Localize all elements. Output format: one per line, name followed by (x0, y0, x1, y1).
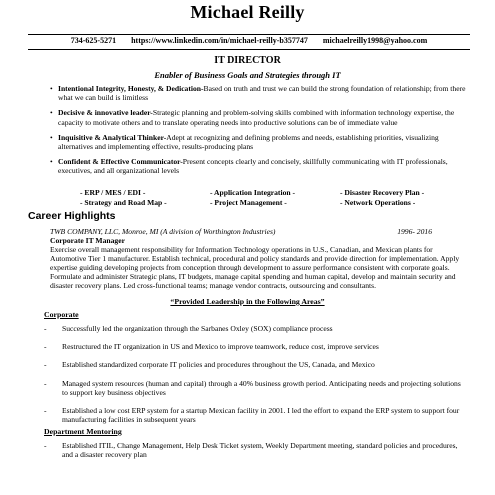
tagline: Enabler of Business Goals and Strategies through IT (154, 70, 341, 80)
candidate-name: Michael Reilly (190, 2, 305, 22)
department-heading: Department Mentoring (44, 427, 122, 436)
list-item (44, 342, 464, 351)
skills-row (80, 188, 470, 198)
list-item-text: Established standardized corporate IT policies and procedures throughout the US, Canada, and Mexico (62, 360, 375, 370)
bullet-dot-icon: • (50, 132, 53, 142)
list-item (44, 406, 464, 424)
skill-item: - Network Operations - (340, 197, 416, 207)
skill-item: - Project Management - (210, 197, 287, 207)
list-item-text: Managed system resources (human and capital) through a 40% business growth period. Anticipating needs and projecting solutions to support key business objectives (62, 378, 461, 397)
contact-line (28, 36, 470, 45)
leadership-heading: “Provided Leadership in the Following Areas” (170, 297, 325, 306)
quality-item (50, 84, 470, 103)
quality-item (50, 108, 470, 127)
skills-row (80, 198, 470, 208)
list-item (44, 360, 464, 369)
role-title: IT DIRECTOR (214, 55, 281, 66)
bullet-dot-icon: • (50, 108, 53, 118)
quality-title: Inquisitive & Analytical Thinker- (58, 132, 167, 142)
job-entry (50, 227, 470, 290)
list-item-text: Successfully led the organization through the Sarbanes Oxley (SOX) compliance process (62, 324, 333, 333)
skill-item: - Strategy and Road Map - (80, 197, 167, 207)
quality-text: Adept at recognizing and defining problems and needs, establishing priorities, visualizing alternatives and implementing effective, results-producing plans (58, 132, 439, 152)
job-dates: 1996- 2016 (397, 227, 432, 236)
corporate-heading: Corporate (44, 310, 79, 319)
list-item (44, 379, 464, 397)
skill-item: - Application Integration - (210, 188, 296, 197)
quality-item (50, 133, 470, 152)
dash-bullet-icon: - (44, 406, 47, 416)
quality-text: Based on truth and trust we can build the strong foundation of relationship; from there what we can build is limitless (58, 84, 466, 103)
skill-item: - Disaster Recovery Plan - (340, 188, 425, 197)
quality-text: Strategic planning and problem-solving skills combined with information technology expertise, the capacity to motivate others and to translate operating needs into productive solutions can be of immediate value (58, 108, 455, 127)
contact-bar (28, 34, 470, 50)
job-summary: Exercise overall management responsibility for Information Technology operations in U.S., Canadian, and Mexican plants for Automotive Tier 1 manufacturer. Establish technical, procedural and policy standards and provide direction for implementation. Apply expertise guiding developing projects from conception through development to assure performance consistent with corporate goals. Formulate and administer Strategic plans, IT budgets, manage capital spending and human capital, develop and maintain security and disaster recovery plans. Led cross-functional teams; manage vendor contracts, outsourcing and consultants. (50, 245, 460, 290)
list-item-text: Established ITIL, Change Management, Help Desk Ticket system, Weekly Department meeting, standard policies and procedures, and a disaster recovery plan (62, 441, 458, 460)
list-item-text: Established a low cost ERP system for a startup Mexican facility in 2001. I led the effort to expand the ERP system to support four manufacturing facilities in subsequent years (62, 406, 460, 425)
list-item-text: Restructured the IT organization in US and Mexico to improve teamwork, reduce cost, improve services (62, 342, 379, 352)
phone-number: 734-625-5271 (70, 36, 117, 45)
dash-bullet-icon: - (44, 342, 47, 352)
quality-title: Confident & Effective Communicator- (58, 156, 183, 166)
quality-text: Present concepts clearly and concisely, skillfully communicating with IT professionals, executives, and all organizational levels (58, 156, 448, 176)
bullet-dot-icon: • (50, 156, 53, 166)
quality-title: Decisive & innovative leader- (58, 108, 153, 118)
list-item (44, 441, 464, 459)
dash-bullet-icon: - (44, 324, 47, 333)
quality-title: Intentional Integrity, Honesty, & Dedication- (58, 84, 204, 93)
department-list (44, 441, 464, 459)
company-name: TWB COMPANY, LLC, Monroe, MI (A division of Worthington Industries) (50, 227, 276, 236)
career-highlights-heading: Career Highlights (28, 210, 116, 222)
quality-item (50, 157, 470, 176)
corporate-list (44, 324, 464, 424)
qualities-list (50, 84, 470, 181)
dash-bullet-icon: - (44, 378, 47, 388)
job-title: Corporate IT Manager (50, 236, 125, 245)
email-address[interactable]: michaelreilly1998@yahoo.com (322, 36, 428, 45)
dash-bullet-icon: - (44, 360, 47, 370)
skills-grid (80, 188, 470, 207)
dash-bullet-icon: - (44, 441, 47, 450)
skill-item: - ERP / MES / EDI - (80, 188, 146, 197)
job-header (50, 227, 470, 236)
linkedin-link[interactable]: https://www.linkedin.com/in/michael-reilly-b357747 (131, 36, 308, 45)
bullet-dot-icon: • (50, 84, 53, 93)
list-item (44, 324, 464, 333)
